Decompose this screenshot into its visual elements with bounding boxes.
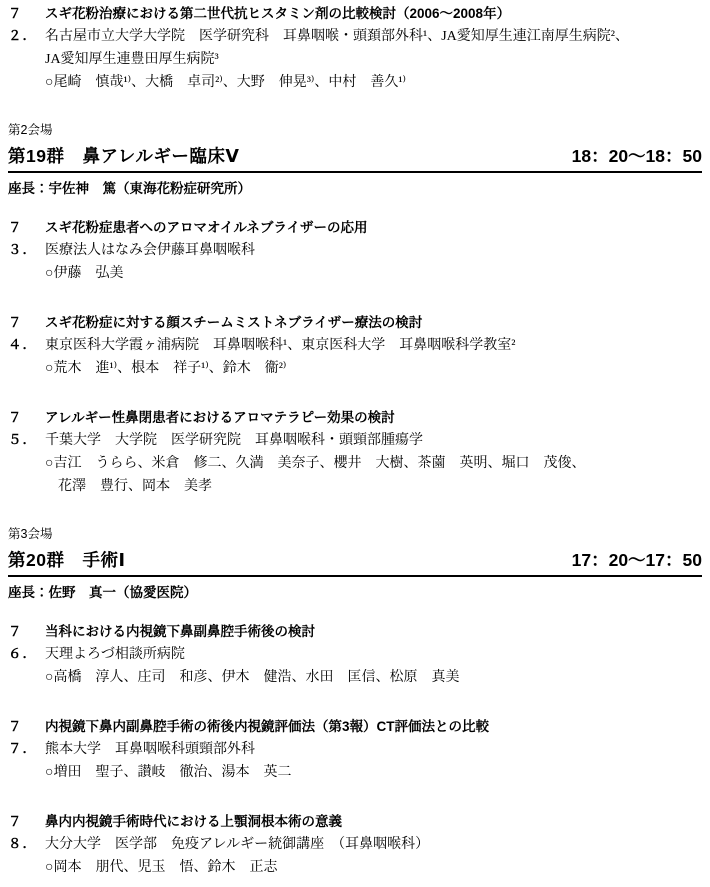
paper-title: 鼻内内視鏡手術時代における上顎洞根本術の意義 — [45, 814, 342, 829]
paper-title: スギ花粉治療における第二世代抗ヒスタミン剤の比較検討（2006〜2008年） — [45, 6, 511, 21]
venue-label: 第2会場 — [8, 123, 53, 137]
group-title-row — [8, 144, 702, 173]
paper-entry-76 — [8, 621, 702, 689]
paper-authors: ○伊藤 弘美 — [45, 266, 124, 281]
session-header-19 — [8, 121, 702, 199]
paper-entry-75 — [8, 407, 702, 498]
group-title: 第19群 鼻アレルギー臨床Ⅴ — [8, 146, 240, 166]
session-time: 17：20〜17：50 — [571, 550, 702, 570]
paper-number: ７５． — [8, 410, 37, 447]
paper-affiliation: 熊本大学 耳鼻咽喉科頭頸部外科 — [45, 742, 255, 757]
paper-affiliation: 医療法人はなみ会伊藤耳鼻咽喉科 — [45, 243, 255, 258]
paper-entry-77 — [8, 716, 702, 784]
session-chair: 座長：佐野 真一（協愛医院） — [8, 585, 197, 600]
paper-authors: ○高橋 淳人、庄司 和彦、伊木 健浩、水田 匡信、松原 真美 — [45, 670, 460, 685]
paper-entry-74 — [8, 312, 702, 380]
paper-title: スギ花粉症に対する顔スチームミストネブライザー療法の検討 — [45, 315, 423, 330]
paper-number: ７６． — [8, 624, 37, 661]
paper-number: ７２． — [8, 6, 37, 43]
paper-title: 内視鏡下鼻内副鼻腔手術の術後内視鏡評価法（第3報）CT評価法との比較 — [45, 719, 490, 734]
session-header-20 — [8, 525, 702, 603]
paper-affiliation: 千葉大学 大学院 医学研究院 耳鼻咽喉科・頭頸部腫瘍学 — [45, 433, 423, 448]
paper-authors: ○荒木 進¹⁾、根本 祥子¹⁾、鈴木 衞²⁾ — [45, 361, 287, 376]
paper-affiliation: 天理よろづ相談所病院 — [45, 647, 185, 662]
session-chair: 座長：宇佐神 篤（東海花粉症研究所） — [8, 181, 251, 196]
group-title-row — [8, 548, 702, 577]
paper-number: ７８． — [8, 814, 37, 851]
paper-affiliation: 大分大学 医学部 免疫アレルギー統御講座 （耳鼻咽喉科） — [45, 837, 430, 852]
paper-number: ７３． — [8, 220, 37, 257]
paper-affiliation: 名古屋市立大学大学院 医学研究科 耳鼻咽喉・頭頚部外科¹、JA愛知厚生連江南厚生病院²、 — [45, 29, 629, 44]
paper-authors: ○吉江 うらら、米倉 修二、久満 美奈子、櫻井 大樹、茶薗 英明、堀口 茂俊、 — [45, 456, 586, 471]
paper-entry-73 — [8, 217, 702, 285]
paper-entry-78 — [8, 811, 702, 879]
group-title: 第20群 手術Ⅰ — [8, 550, 126, 570]
session-time: 18：20〜18：50 — [571, 146, 702, 166]
paper-authors: ○尾崎 慎哉¹⁾、大橋 卓司²⁾、大野 伸晃³⁾、中村 善久¹⁾ — [45, 75, 406, 90]
paper-title: 当科における内視鏡下鼻副鼻腔手術後の検討 — [45, 624, 315, 639]
paper-number: ７４． — [8, 315, 37, 352]
paper-entry-72 — [8, 3, 702, 94]
paper-authors-continued: 花澤 豊行、岡本 美孝 — [58, 479, 212, 494]
paper-authors: ○増田 聖子、讃岐 徹治、湯本 英二 — [45, 765, 292, 780]
venue-label: 第3会場 — [8, 527, 53, 541]
paper-affiliation: JA愛知厚生連豊田厚生病院³ — [45, 52, 219, 67]
paper-title: アレルギー性鼻閉患者におけるアロマテラピー効果の検討 — [45, 410, 395, 425]
paper-authors: ○岡本 朋代、児玉 悟、鈴木 正志 — [45, 860, 278, 875]
paper-number: ７７． — [8, 719, 37, 756]
paper-title: スギ花粉症患者へのアロマオイルネブライザーの応用 — [45, 220, 368, 235]
paper-affiliation: 東京医科大学霞ヶ浦病院 耳鼻咽喉科¹、東京医科大学 耳鼻咽喉科学教室² — [45, 338, 516, 353]
